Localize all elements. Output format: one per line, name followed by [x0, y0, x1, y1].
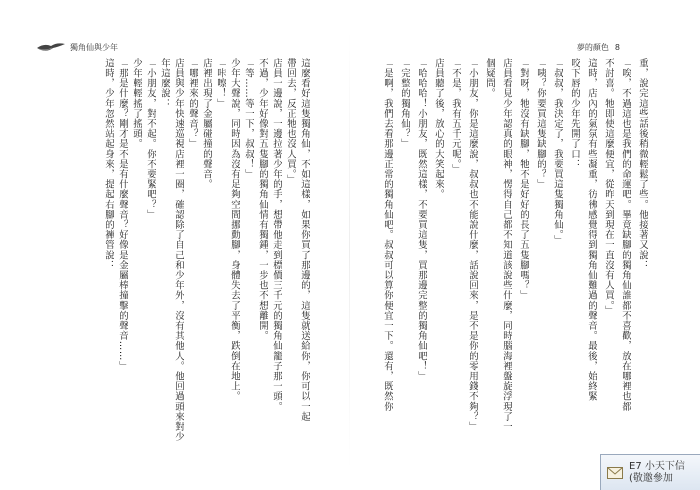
- text-column: 「小朋友，你是這麼說，叔叔也不能說什麼，話說回來，是不是你的零用錢不夠？」: [467, 58, 478, 432]
- text-column: 店員與少年快速巡視店裡一圈，確認除了自己和少年外，沒有其他人。他回過頭來對少: [173, 58, 184, 442]
- text-column: 「小朋友，對不起。你不要緊吧？」: [145, 58, 156, 220]
- text-column: 「等……等一下，叔叔！」: [243, 58, 254, 180]
- text-column: 「完整的獨角仙？」: [399, 58, 410, 149]
- text-column: 不討喜。牠即使這麼便宜，從昨天到現在一直沒有人買。」: [603, 58, 614, 316]
- page-number: 8: [614, 43, 620, 52]
- notification-title: E7 小天下信: [629, 460, 685, 472]
- text-column: 「唉，不過這也是我們的命運吧。畢竟缺腳的獨角仙誰都不喜歡，放在哪裡也都: [620, 58, 631, 412]
- text-column: 年這麼說：: [159, 58, 170, 109]
- text-column: 店員聽了後，放心的大笑起來。: [433, 58, 444, 200]
- text-column: 「哪裡來的聲音？」: [187, 58, 198, 149]
- text-column: 這時，少年忽然站起身來，提起右腳的褲管說：: [103, 58, 114, 271]
- text-column: 少年輕輕搖了搖頭。: [131, 58, 142, 149]
- notification-subtitle: (敬邀參加: [629, 472, 673, 484]
- mail-notification-popup[interactable]: [600, 454, 700, 490]
- text-column: 「那是什麼？剛才是不是有什麼聲音？好像是金屬棒撞擊的聲音……」: [117, 58, 128, 372]
- text-column: 「對呀，牠沒有缺腳，牠不是好好的長了五隻腳嗎？」: [518, 58, 529, 301]
- text-column: 「是啊，我們去看那邊正常的獨角仙吧。叔叔可以算你便宜一下。還有，既然你: [382, 58, 393, 412]
- text-column: 不過，少年好像對五隻腳的獨角仙情有獨鍾，一步也不想離開。: [257, 58, 268, 341]
- text-column: 店裡出現了金屬碰撞的聲音。: [201, 58, 212, 190]
- text-column: 「叔叔，我決定了，我要買這隻獨角仙。」: [552, 58, 563, 246]
- text-column: 這時，店內的氣氛有些凝重，彷彿感覺得到獨角仙難過的聲音。最後，始終緊: [586, 58, 597, 402]
- page-gutter: [349, 30, 350, 470]
- text-column: 「不是，我有五千元呢。」: [450, 58, 461, 175]
- text-column: 「咔嚓！」: [215, 58, 226, 109]
- right-page: [370, 58, 648, 458]
- book-title: 獨角仙與少年: [70, 42, 118, 52]
- text-column: 這麼看好這隻獨角仙，不如這樣，如果你買了那邊的，這隻就送給你，你可以一起: [299, 58, 310, 422]
- chapter-title: 夢的顏色: [576, 43, 609, 52]
- text-column: 帶回去，反正牠也沒人買。」: [285, 58, 296, 185]
- text-column: 個疑問。: [484, 58, 495, 99]
- bird-logo-icon: [36, 41, 66, 53]
- text-column: 店員看見少年認真的眼神，愣得自己都不知道該說些什麼，同時腦海裡盤旋浮現了一: [501, 58, 512, 432]
- text-column: 「哈哈哈！小朋友，既然這樣，不要買這隻，買那邊完整的獨角仙吧！」: [416, 58, 427, 382]
- running-header-right: [577, 42, 620, 53]
- text-column: 店員一邊說，一邊拉著少年的手，想帶他走到標價三千元的獨角仙籠子那一頭。: [271, 58, 282, 412]
- notification-text: [629, 461, 685, 485]
- text-column: 少年大聲說，同時因為沒有足夠空間挪動腳，身體失去了平衡，跌倒在地上。: [229, 58, 240, 402]
- text-column: 咬下唇的少年先開了口：: [569, 58, 580, 170]
- text-column: 「咦？你要買這隻缺腳的？」: [535, 58, 546, 190]
- running-header-left: [36, 40, 118, 54]
- text-column: 重，說完這些話後稍微輕鬆了些。他接著又說：: [637, 58, 648, 271]
- left-page: [100, 58, 310, 458]
- envelope-icon: [607, 467, 623, 479]
